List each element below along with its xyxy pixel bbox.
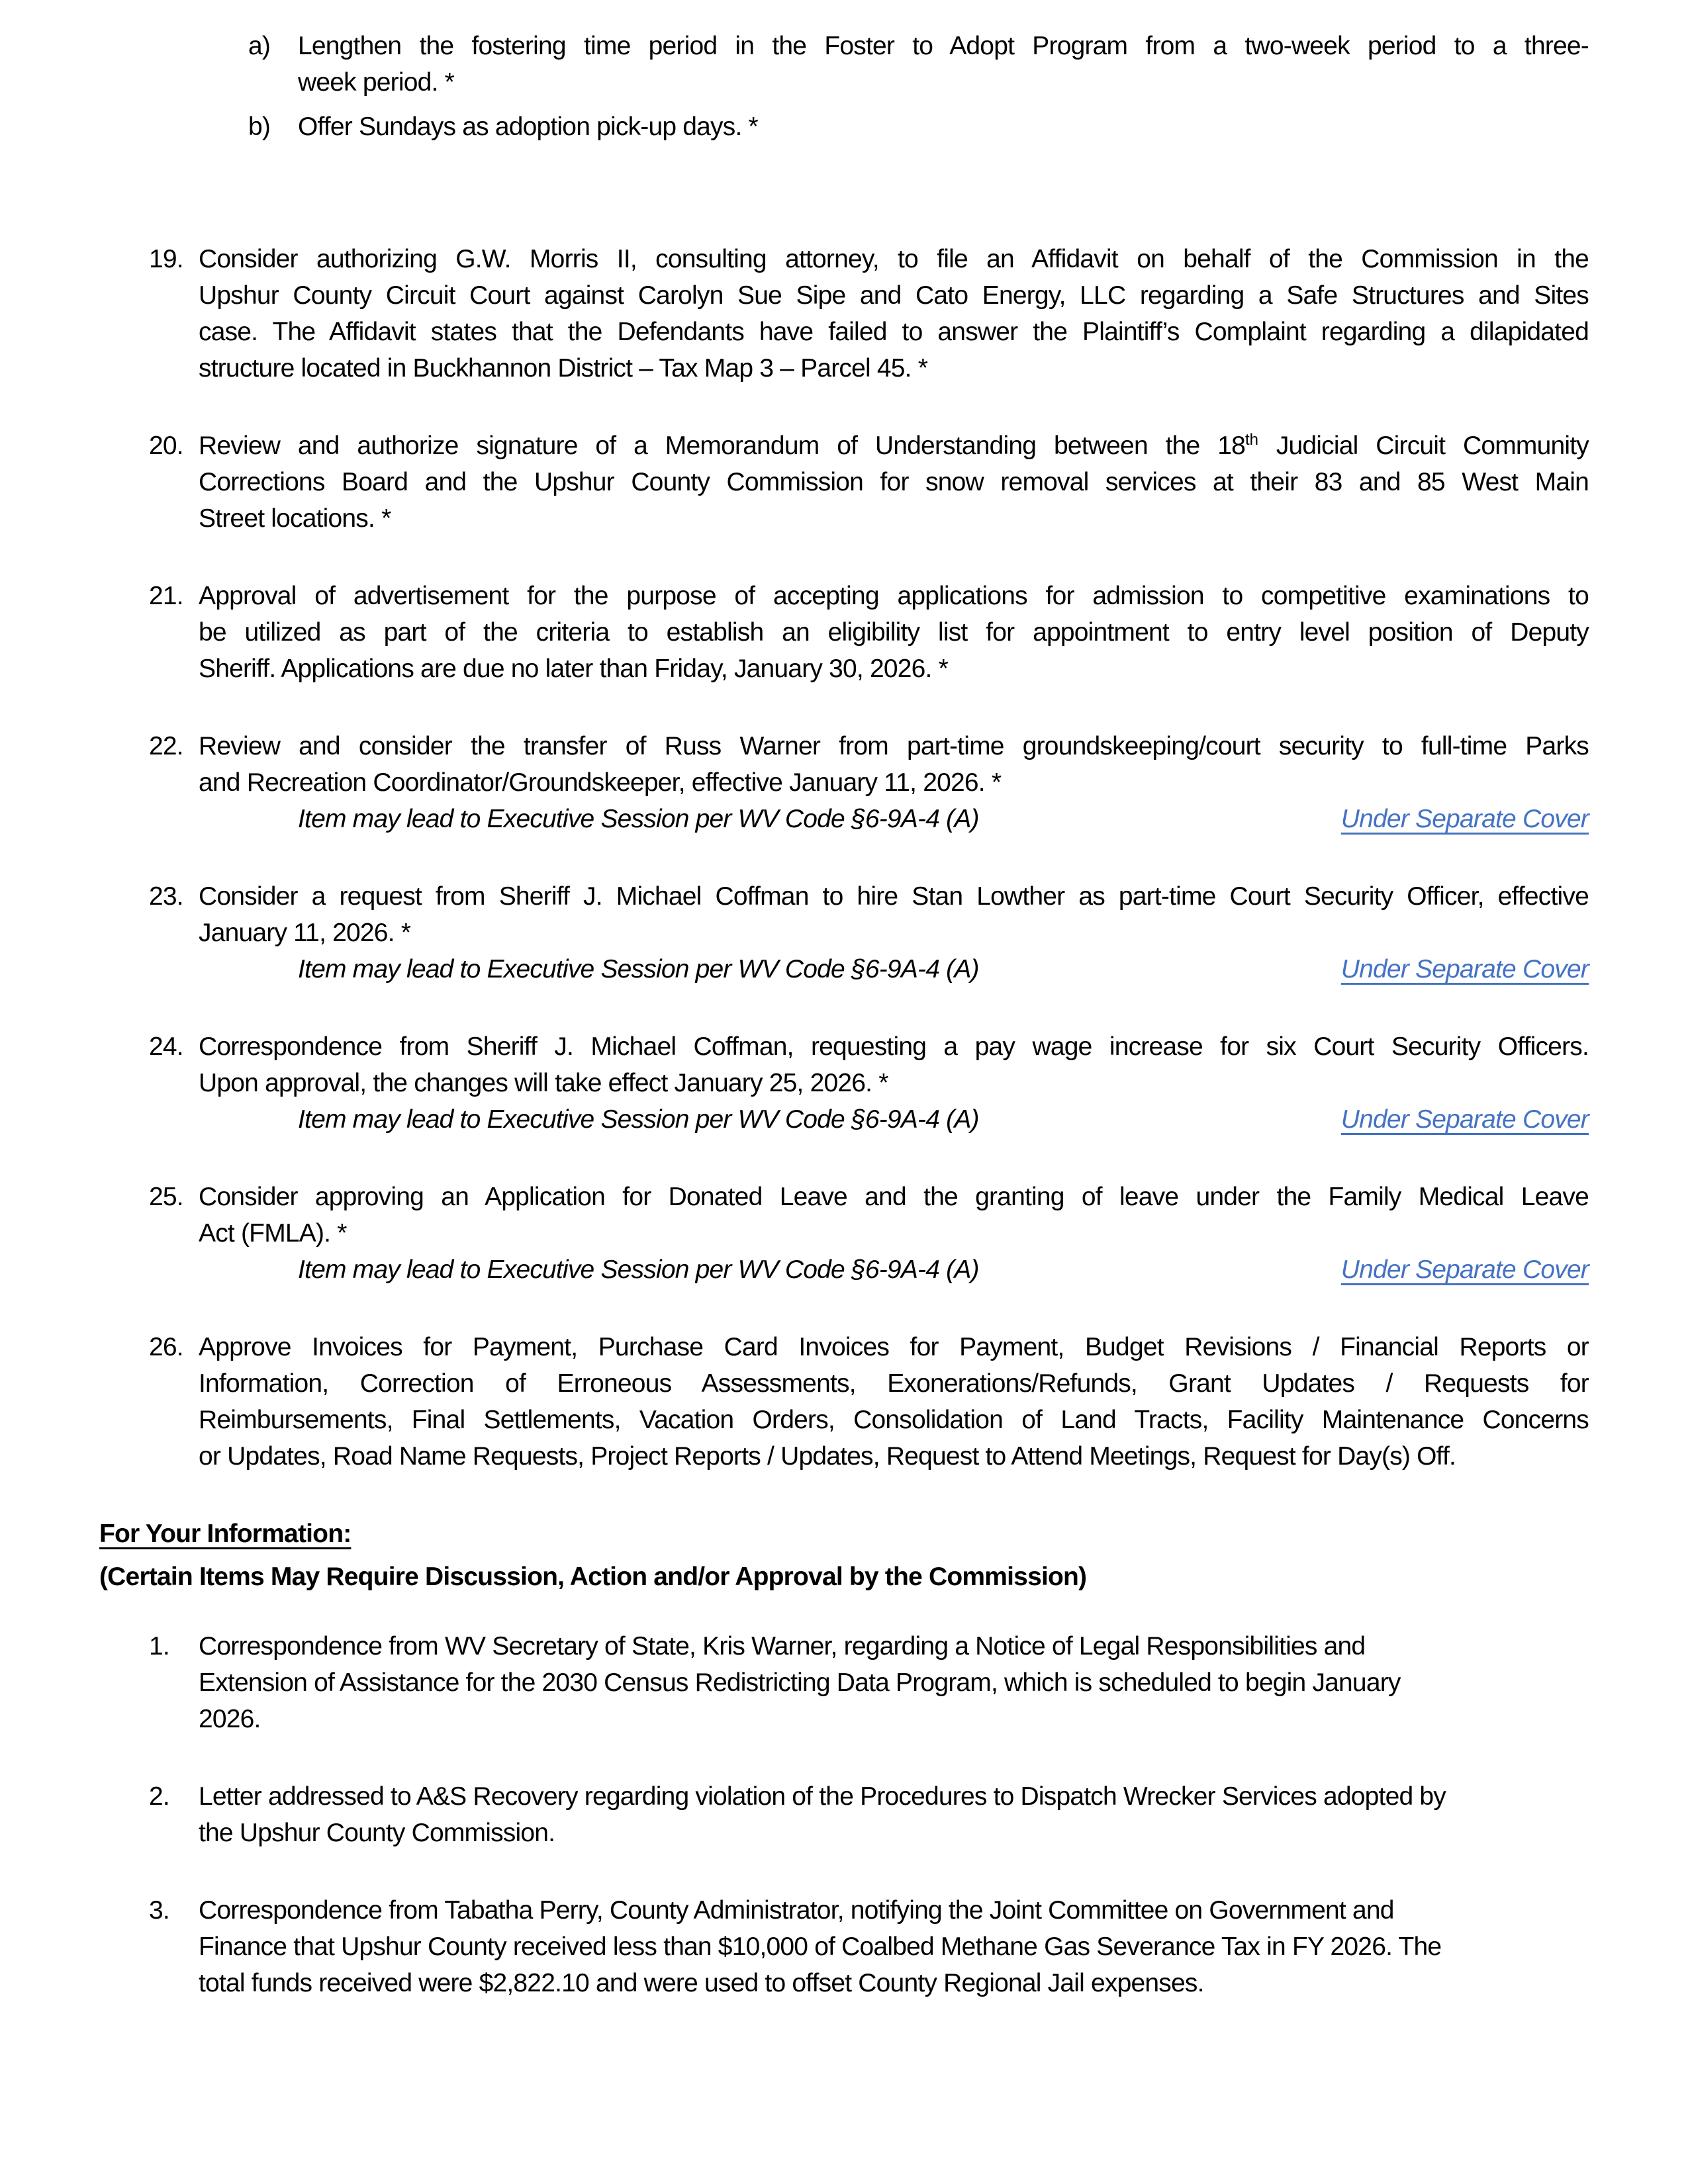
agenda-content	[99, 28, 1589, 2042]
fyi-item-3	[99, 1892, 1589, 2001]
item-number: 2.	[149, 1782, 169, 1811]
item-text-line: Reimbursements, Final Settlements, Vacation Orders, Consolidation of Land Tracts, Facility Maintenance Concerns	[199, 1406, 1589, 1434]
item-number: 1.	[149, 1632, 169, 1661]
fyi-subheading: (Certain Items May Require Discussion, Action and/or Approval by the Commission)	[99, 1563, 1087, 1591]
item-text-line: Approve Invoices for Payment, Purchase Card Invoices for Payment, Budget Revisions / Financial Reports or	[199, 1333, 1589, 1361]
item-text-line: Review and consider the transfer of Russ Warner from part-time groundskeeping/court security to full-time Parks	[199, 732, 1589, 760]
exec-session-note: Item may lead to Executive Session per WV Code §6-9A-4 (A)	[298, 1255, 979, 1284]
sub-item-a	[99, 28, 1589, 101]
item-text-line: be utilized as part of the criteria to establish an eligibility list for appointment to entry level position of Deputy	[199, 618, 1589, 647]
item-text-line: Information, Correction of Erroneous Assessments, Exonerations/Refunds, Grant Updates / Requests for	[199, 1369, 1589, 1398]
item-text-line: Consider authorizing G.W. Morris II, consulting attorney, to file an Affidavit on behalf of the Commission in the	[199, 245, 1589, 273]
item-number: 22.	[149, 732, 183, 760]
agenda-item-25	[99, 1179, 1589, 1288]
agenda-item-20	[99, 428, 1589, 537]
item-number: 3.	[149, 1896, 169, 1925]
item-text-line: Act (FMLA). *	[199, 1219, 347, 1248]
item-text-line: Lengthen the fostering time period in the Foster to Adopt Program from a two-week period to a three-	[298, 32, 1589, 60]
agenda-item-22	[99, 728, 1589, 837]
item-text-line: Consider approving an Application for Donated Leave and the granting of leave under the Family Medical Leave	[199, 1183, 1589, 1211]
item-text-line: total funds received were $2,822.10 and were used to offset County Regional Jail expenses.	[199, 1969, 1204, 1997]
exec-session-note: Item may lead to Executive Session per WV Code §6-9A-4 (A)	[298, 955, 979, 983]
fyi-heading: For Your Information:	[99, 1520, 352, 1548]
executive-session-note-row	[199, 801, 1589, 837]
exec-session-note: Item may lead to Executive Session per WV Code §6-9A-4 (A)	[298, 1105, 979, 1134]
item-text-line: Approval of advertisement for the purpose of accepting applications for admission to competitive examinations to	[199, 582, 1589, 610]
item-number: 19.	[149, 245, 183, 273]
sub-item-group	[99, 28, 1589, 145]
item-number: 21.	[149, 582, 183, 610]
sub-item-b	[99, 109, 1589, 145]
fyi-item-1	[99, 1628, 1589, 1737]
executive-session-note-row	[199, 951, 1589, 987]
agenda-item-26	[99, 1329, 1589, 1475]
text-segment: Judicial Circuit Community	[1258, 432, 1589, 460]
item-text-line: Correspondence from Tabatha Perry, County Administrator, notifying the Joint Committee on Government and	[199, 1896, 1394, 1925]
under-separate-cover-link[interactable]: Under Separate Cover	[1340, 805, 1589, 833]
item-text-line: Offer Sundays as adoption pick-up days. *	[298, 113, 758, 141]
item-text-line: Consider a request from Sheriff J. Michael Coffman to hire Stan Lowther as part-time Court Security Officer, effective	[199, 882, 1589, 911]
item-text-line	[199, 428, 1589, 464]
item-number: 23.	[149, 882, 183, 911]
under-separate-cover-link[interactable]: Under Separate Cover	[1340, 1255, 1589, 1284]
agenda-item-23	[99, 878, 1589, 987]
item-marker: a)	[248, 32, 271, 60]
item-text-line: Sheriff. Applications are due no later than Friday, January 30, 2026. *	[199, 655, 948, 683]
item-text-line: Finance that Upshur County received less than $10,000 of Coalbed Methane Gas Severance Tax in FY 2026. The	[199, 1933, 1442, 1961]
executive-session-note-row	[199, 1251, 1589, 1288]
item-text-line: case. The Affidavit states that the Defendants have failed to answer the Plaintiff’s Complaint regarding a dilapidated	[199, 318, 1589, 346]
under-separate-cover-link[interactable]: Under Separate Cover	[1340, 955, 1589, 983]
ordinal-superscript: th	[1245, 431, 1259, 449]
item-number: 20.	[149, 432, 183, 460]
text-segment: Review and authorize signature of a Memorandum of Understanding between the 18	[199, 432, 1246, 460]
item-text-line: 2026.	[199, 1705, 261, 1733]
item-text-line: Upon approval, the changes will take effect January 25, 2026. *	[199, 1069, 888, 1097]
agenda-item-19	[99, 241, 1589, 387]
item-text-line: week period. *	[298, 68, 454, 97]
agenda-item-24	[99, 1028, 1589, 1138]
item-text-line: structure located in Buckhannon District – Tax Map 3 – Parcel 45. *	[199, 354, 928, 383]
item-number: 26.	[149, 1333, 183, 1361]
item-text-line: Correspondence from WV Secretary of State, Kris Warner, regarding a Notice of Legal Responsibilities and	[199, 1632, 1366, 1661]
item-marker: b)	[248, 113, 271, 141]
item-text-line: Corrections Board and the Upshur County Commission for snow removal services at their 83 and 85 West Main	[199, 468, 1589, 496]
item-text-line: the Upshur County Commission.	[199, 1819, 555, 1847]
item-text-line: Correspondence from Sheriff J. Michael Coffman, requesting a pay wage increase for six Court Security Officers.	[199, 1032, 1589, 1061]
executive-session-note-row	[199, 1101, 1589, 1138]
item-text-line: and Recreation Coordinator/Groundskeeper, effective January 11, 2026. *	[199, 768, 1002, 797]
item-text-line: Street locations. *	[199, 504, 391, 533]
fyi-item-2	[99, 1778, 1589, 1851]
item-number: 25.	[149, 1183, 183, 1211]
under-separate-cover-link[interactable]: Under Separate Cover	[1340, 1105, 1589, 1134]
agenda-item-21	[99, 578, 1589, 687]
item-text-line: Upshur County Circuit Court against Carolyn Sue Sipe and Cato Energy, LLC regarding a Safe Structures and Sites	[199, 281, 1589, 310]
item-text-line: Extension of Assistance for the 2030 Census Redistricting Data Program, which is scheduled to begin January	[199, 1668, 1401, 1697]
item-text-line: Letter addressed to A&S Recovery regarding violation of the Procedures to Dispatch Wrecker Services adopted by	[199, 1782, 1446, 1811]
item-text-line: January 11, 2026. *	[199, 919, 411, 947]
item-number: 24.	[149, 1032, 183, 1061]
exec-session-note: Item may lead to Executive Session per WV Code §6-9A-4 (A)	[298, 805, 979, 833]
item-text-line: or Updates, Road Name Requests, Project Reports / Updates, Request to Attend Meetings, Request for Day(s) Off.	[199, 1442, 1456, 1471]
